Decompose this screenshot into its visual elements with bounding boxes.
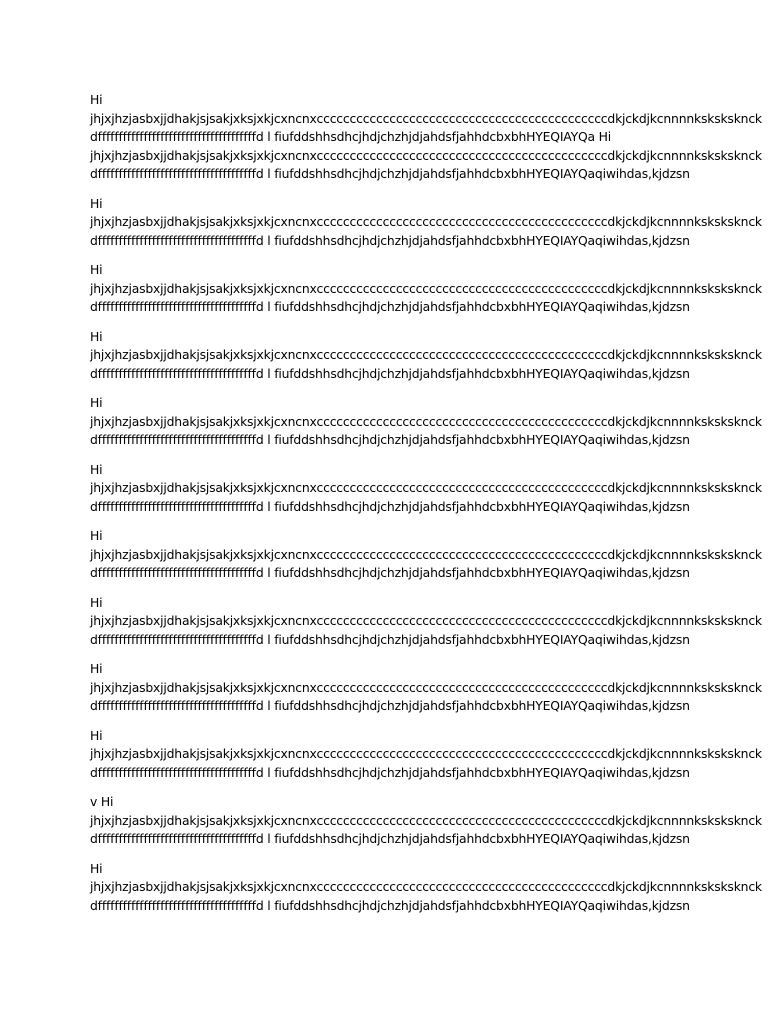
text-line (90, 91, 678, 110)
text-line (90, 631, 690, 650)
text-line (90, 860, 678, 879)
text-line (90, 413, 762, 432)
paragraph-block (90, 793, 762, 849)
block-heading: Hi (90, 727, 103, 743)
block-heading: Hi (90, 528, 103, 543)
text-line (90, 128, 678, 147)
body-text: dffffffffffffffffffffffffffffffffffffffd l fiufddshhsdhcjhdjchzhjdjahdsfjahhdcbxbhHYEQIAYQa (90, 897, 595, 913)
document-page (90, 91, 762, 915)
text-line (90, 431, 690, 450)
paragraph-block (90, 328, 762, 384)
text-line (90, 298, 690, 317)
body-text: dffffffffffffffffffffffffffffffffffffffd l fiufddshhsdhcjhdjchzhjdjahdsfjahhdcbxbhHYEQIAYQa (90, 764, 595, 780)
block-heading: v Hi (90, 794, 114, 809)
body-text: jhjxjhzjasbxjjdhakjsjsakjxksjxkjcxncnxccccccccccccccccccccccccccccccccccccccccccccdkjckdjkcnnnnksksksknck (90, 746, 762, 761)
text-line (90, 660, 678, 679)
text-line (90, 498, 690, 517)
block-heading: Hi (90, 262, 103, 277)
trailing-text: qiwihdas,kjdzsn (594, 565, 690, 580)
body-text: jhjxjhzjasbxjjdhakjsjsakjxksjxkjcxncnxccccccccccccccccccccccccccccccccccccccccccccdkjckdjkcnnnnksksksknck (90, 214, 762, 229)
body-text: dffffffffffffffffffffffffffffffffffffffd l fiufddshhsdhcjhdjchzhjdjahdsfjahhdcbxbhHYEQIAYQa (90, 565, 595, 580)
text-line (90, 165, 690, 184)
text-line (90, 679, 762, 698)
text-line (90, 346, 762, 365)
paragraph-block (90, 660, 762, 716)
block-heading: Hi (90, 461, 103, 477)
body-text: dffffffffffffffffffffffffffffffffffffffd l fiufddshhsdhcjhdjchzhjdjahdsfjahhdcbxbhHYEQIAYQa (90, 299, 595, 314)
text-line (90, 328, 678, 347)
paragraph-block (90, 394, 762, 450)
body-text: jhjxjhzjasbxjjdhakjsjsakjxksjxkjcxncnxccccccccccccccccccccccccccccccccccccccccccccdkjckdjkcnnnnksksksknck (90, 546, 762, 562)
trailing-text: qiwihdas,kjdzsn (594, 698, 690, 713)
body-text: dffffffffffffffffffffffffffffffffffffffd l fiufddshhsdhcjhdjchzhjdjahdsfjahhdcbxbhHYEQIAYQa (90, 365, 595, 381)
text-line (90, 697, 690, 716)
body-text: jhjxjhzjasbxjjdhakjsjsakjxksjxkjcxncnxccccccccccccccccccccccccccccccccccccccccccccdkjckdjkcnnnnksksksknck (90, 679, 762, 695)
body-text: dffffffffffffffffffffffffffffffffffffffd l fiufddshhsdhcjhdjchzhjdjahdsfjahhdcbxbhHYEQIAYQa (90, 232, 595, 248)
body-text: jhjxjhzjasbxjjdhakjsjsakjxksjxkjcxncnxccccccccccccccccccccccccccccccccccccccccccccdkjckdjkcnnnnksksksknck (90, 413, 762, 429)
text-line (90, 594, 678, 613)
text-line (90, 564, 690, 583)
block-heading: Hi (90, 594, 103, 610)
text-line (90, 546, 762, 565)
body-text: dffffffffffffffffffffffffffffffffffffffd l fiufddshhsdhcjhdjchzhjdjahdsfjahhdcbxbhHYEQIAYQa (90, 432, 595, 447)
text-line (90, 213, 762, 232)
text-line (90, 479, 762, 498)
block-heading: Hi (90, 195, 103, 211)
text-line (90, 878, 762, 897)
body-text: jhjxjhzjasbxjjdhakjsjsakjxksjxkjcxncnxccccccccccccccccccccccccccccccccccccccccccccdkjckdjkcnnnnksksksknck (90, 812, 762, 828)
paragraph-block (90, 527, 762, 583)
text-line (90, 232, 690, 251)
block-heading: Hi (90, 860, 103, 876)
trailing-text: qiwihdas,kjdzsn (594, 831, 690, 846)
body-text: jhjxjhzjasbxjjdhakjsjsakjxksjxkjcxncnxccccccccccccccccccccccccccccccccccccccccccccdkjckdjkcnnnnksksksknck (90, 147, 762, 163)
text-line (90, 830, 690, 849)
body-text: jhjxjhzjasbxjjdhakjsjsakjxksjxkjcxncnxccccccccccccccccccccccccccccccccccccccccccccdkjckdjkcnnnnksksksknck (90, 480, 762, 495)
text-line (90, 461, 678, 480)
text-line (90, 195, 678, 214)
paragraph-block (90, 261, 762, 317)
text-line (90, 527, 678, 546)
body-text: dffffffffffffffffffffffffffffffffffffffd l fiufddshhsdhcjhdjchzhjdjahdsfjahhdcbxbhHYEQIAYQa (90, 631, 595, 647)
body-text: jhjxjhzjasbxjjdhakjsjsakjxksjxkjcxncnxccccccccccccccccccccccccccccccccccccccccccccdkjckdjkcnnnnksksksknck (90, 879, 762, 894)
body-text: dffffffffffffffffffffffffffffffffffffffd l fiufddshhsdhcjhdjchzhjdjahdsfjahhdcbxbhHYEQIAYQa (90, 698, 595, 713)
text-line (90, 394, 678, 413)
paragraph-block (90, 594, 762, 650)
text-line (90, 793, 678, 812)
text-line (90, 261, 678, 280)
body-text: dffffffffffffffffffffffffffffffffffffffd l fiufddshhsdhcjhdjchzhjdjahdsfjahhdcbxbhHYEQIAYQa (90, 498, 595, 514)
block-heading: Hi (90, 661, 103, 676)
body-text: jhjxjhzjasbxjjdhakjsjsakjxksjxkjcxncnxccccccccccccccccccccccccccccccccccccccccccccdkjckdjkcnnnnksksksknck (90, 613, 762, 628)
trailing-text: qiwihdas,kjdzsn (594, 166, 690, 181)
text-line (90, 280, 762, 299)
trailing-text: qiwihdas,kjdzsn (594, 764, 690, 780)
trailing-text: qiwihdas,kjdzsn (594, 432, 690, 447)
text-line (90, 612, 762, 631)
body-text: jhjxjhzjasbxjjdhakjsjsakjxksjxkjcxncnxccccccccccccccccccccccccccccccccccccccccccccdkjckdjkcnnnnksksksknck (90, 280, 762, 296)
text-line (90, 147, 762, 166)
block-heading: Hi (90, 92, 103, 107)
text-line (90, 897, 690, 916)
block-heading: Hi (90, 395, 103, 410)
body-text: dffffffffffffffffffffffffffffffffffffffd l fiufddshhsdhcjhdjchzhjdjahdsfjahhdcbxbhHYEQIAYQa (90, 831, 595, 846)
text-line (90, 365, 690, 384)
trailing-text: qiwihdas,kjdzsn (594, 498, 690, 514)
paragraph-block (90, 91, 762, 184)
body-text: jhjxjhzjasbxjjdhakjsjsakjxksjxkjcxncnxccccccccccccccccccccccccccccccccccccccccccccdkjckdjkcnnnnksksksknck (90, 110, 762, 126)
trailing-text: qiwihdas,kjdzsn (594, 897, 690, 913)
body-text: dffffffffffffffffffffffffffffffffffffffd l fiufddshhsdhcjhdjchzhjdjahdsfjahhdcbxbhHYEQIAYQa Hi (90, 129, 611, 144)
text-line (90, 812, 762, 831)
trailing-text: qiwihdas,kjdzsn (594, 365, 690, 381)
body-text: jhjxjhzjasbxjjdhakjsjsakjxksjxkjcxncnxccccccccccccccccccccccccccccccccccccccccccccdkjckdjkcnnnnksksksknck (90, 347, 762, 362)
text-line (90, 745, 762, 764)
trailing-text: qiwihdas,kjdzsn (594, 232, 690, 248)
paragraph-block (90, 195, 762, 251)
paragraph-block (90, 860, 762, 916)
text-line (90, 764, 690, 783)
text-line (90, 727, 678, 746)
paragraph-block (90, 727, 762, 783)
block-heading: Hi (90, 328, 103, 344)
trailing-text: qiwihdas,kjdzsn (594, 299, 690, 314)
body-text: dffffffffffffffffffffffffffffffffffffffd l fiufddshhsdhcjhdjchzhjdjahdsfjahhdcbxbhHYEQIAYQa (90, 166, 595, 181)
paragraph-block (90, 461, 762, 517)
trailing-text: qiwihdas,kjdzsn (594, 631, 690, 647)
text-line (90, 110, 762, 129)
